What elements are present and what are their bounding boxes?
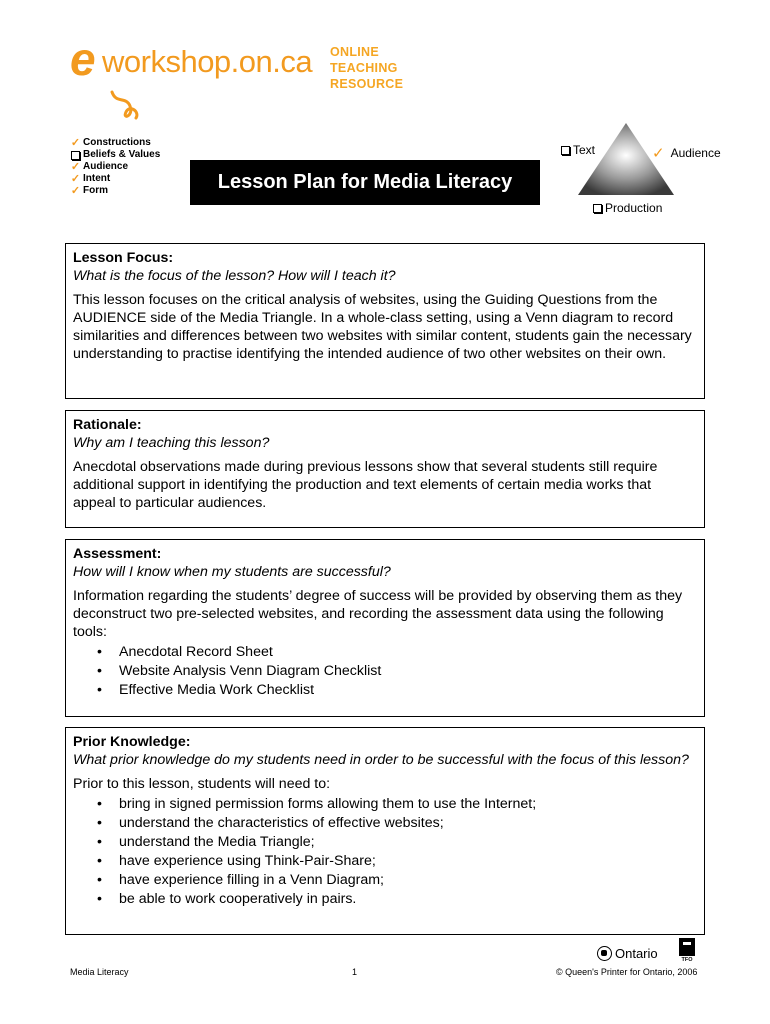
- checklist-item: [70, 161, 160, 173]
- section-body: This lesson focuses on the critical analysis of websites, using the Guiding Questions from the AUDIENCE side of the Media Triangle. In a whole-class setting, using a Venn diagram to record similarities and differences between two websites with similar content, students gain the necessary understanding to practise identifying the intended audience of two other websites on their own.: [73, 292, 692, 362]
- tfo-logo-icon: [679, 938, 695, 956]
- rationale-section: [65, 410, 705, 528]
- section-body: Information regarding the students’ degree of success will be provided by observing them as they deconstruct two pre-selected websites, and recording the assessment data using the following tools:: [73, 588, 683, 640]
- section-heading: Lesson Focus:: [73, 250, 174, 266]
- checklist-label: Form: [83, 185, 108, 196]
- checklist-label: Intent: [83, 173, 111, 184]
- eworkshop-logo: [70, 33, 410, 116]
- checklist-item: [70, 149, 160, 161]
- checklist-item: [70, 137, 160, 149]
- checkbox-icon: [561, 146, 570, 155]
- section-body: Prior to this lesson, students will need to:: [73, 776, 331, 792]
- checklist-label: Beliefs & Values: [83, 149, 161, 160]
- section-heading: Rationale:: [73, 417, 142, 433]
- check-icon: ✓: [652, 145, 665, 162]
- list-item: • understand the Media Triangle;: [73, 833, 697, 852]
- triangle-audience-option: [652, 144, 721, 162]
- list-item: • have experience using Think-Pair-Share;: [73, 852, 697, 871]
- section-question: What prior knowledge do my students need in order to be successful with the focus of this lesson?: [73, 752, 689, 768]
- assessment-tools-list: [73, 643, 697, 700]
- check-icon: ✓: [70, 161, 81, 173]
- ontario-wordmark: Ontario: [615, 946, 658, 961]
- page-number: 1: [352, 967, 358, 977]
- section-body: Anecdotal observations made during previous lessons show that several students still require additional support in identifying the production and text elements of certain media works that appeal to particular audiences.: [73, 459, 658, 511]
- tagline-line: ONLINE: [330, 45, 380, 59]
- checklist-label: Audience: [83, 161, 129, 172]
- tfo-label: TFO: [681, 957, 693, 963]
- checklist-item: [70, 173, 160, 185]
- section-heading: Prior Knowledge:: [73, 734, 191, 750]
- checklist-item: [70, 185, 160, 197]
- check-icon: ✓: [70, 173, 81, 185]
- section-question: What is the focus of the lesson? How will I teach it?: [73, 268, 396, 284]
- list-item: • have experience filling in a Venn Diagram;: [73, 871, 697, 890]
- list-item: • understand the characteristics of effective websites;: [73, 814, 697, 833]
- assessment-section: [65, 539, 705, 717]
- logo-e-letter: e: [70, 33, 96, 85]
- ontario-logo: [597, 946, 658, 961]
- footer-left: Media Literacy: [70, 967, 129, 977]
- prior-knowledge-list: [73, 795, 697, 909]
- tfo-logo: [678, 938, 696, 963]
- checkbox-icon: [71, 151, 80, 160]
- lesson-focus-section: [65, 243, 705, 399]
- list-item: • Effective Media Work Checklist: [73, 681, 697, 700]
- checkbox-icon: [593, 204, 602, 213]
- list-item: • Anecdotal Record Sheet: [73, 643, 697, 662]
- section-question: How will I know when my students are successful?: [73, 564, 391, 580]
- section-question: Why am I teaching this lesson?: [73, 435, 270, 451]
- logo-tagline: [330, 44, 403, 92]
- logo-wordmark: workshop.on.ca: [102, 44, 313, 79]
- triangle-production-option: [592, 201, 662, 215]
- list-item: • bring in signed permission forms allowing them to use the Internet;: [73, 795, 697, 814]
- triangle-text-label: Text: [573, 143, 596, 157]
- list-item: • Website Analysis Venn Diagram Checklist: [73, 662, 697, 681]
- media-concepts-checklist: [70, 137, 160, 197]
- triangle-audience-label: Audience: [670, 146, 721, 160]
- footer-copyright: © Queen's Printer for Ontario, 2006: [556, 967, 698, 977]
- prior-knowledge-section: [65, 727, 705, 935]
- check-icon: ✓: [70, 137, 81, 149]
- list-item: • be able to work cooperatively in pairs.: [73, 890, 697, 909]
- tagline-line: TEACHING: [330, 61, 398, 75]
- triangle-text-option: [560, 143, 595, 157]
- checklist-label: Constructions: [83, 137, 151, 148]
- tagline-line: RESOURCE: [330, 77, 404, 91]
- section-heading: Assessment:: [73, 546, 162, 562]
- ontario-trillium-icon: [597, 946, 612, 961]
- check-icon: ✓: [70, 185, 81, 197]
- triangle-production-label: Production: [605, 201, 663, 215]
- page-title: Lesson Plan for Media Literacy: [190, 160, 540, 205]
- mouse-cord-icon: [108, 90, 142, 122]
